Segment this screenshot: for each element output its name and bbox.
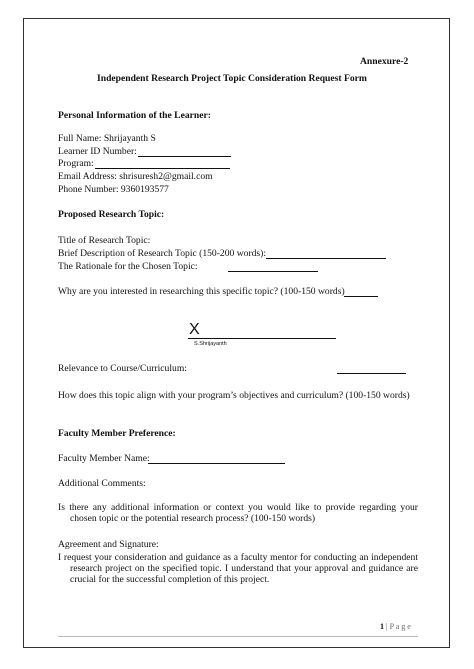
- signature-name: S.Shrijayanth: [194, 341, 227, 347]
- description-field[interactable]: [266, 258, 386, 259]
- phone-field: Phone Number: 9360193577: [58, 184, 169, 195]
- relevance-label: Relevance to Course/Curriculum:: [58, 363, 187, 374]
- personal-heading: Personal Information of the Learner:: [58, 110, 211, 121]
- relevance-question: How does this topic align with your program’s objectives and curriculum? (100-150 words): [58, 390, 410, 401]
- signature-line[interactable]: [188, 338, 336, 339]
- email-field: Email Address: shrisuresh2@gmail.com: [58, 171, 213, 182]
- full-name-field: Full Name: Shrijayanth S: [58, 133, 156, 144]
- form-title: Independent Research Project Topic Consideration Request Form: [97, 73, 367, 84]
- page-label: | P a g e: [386, 622, 411, 631]
- topic-heading: Proposed Research Topic:: [58, 209, 165, 220]
- why-question: Why are you interested in researching this specific topic? (100-150 words): [58, 286, 345, 297]
- annexure-label: Annexure-2: [360, 56, 409, 67]
- faculty-heading: Faculty Member Preference:: [58, 428, 176, 439]
- learner-id-label: Learner ID Number:: [58, 146, 137, 157]
- footer-page-number: [380, 621, 411, 632]
- page-number: 1: [380, 622, 384, 631]
- faculty-name-field[interactable]: [148, 463, 285, 464]
- additional-comments-label: Additional Comments:: [58, 478, 146, 489]
- learner-id-field[interactable]: [138, 156, 231, 157]
- footer-rule: [58, 636, 418, 637]
- signature-mark: X: [189, 321, 200, 338]
- title-label: Title of Research Topic:: [58, 235, 151, 246]
- agreement-label: Agreement and Signature:: [58, 539, 159, 550]
- program-label: Program:: [58, 158, 94, 169]
- description-label: Brief Description of Research Topic (150-200 words):: [58, 248, 267, 259]
- faculty-name-label: Faculty Member Name:: [58, 453, 150, 464]
- rationale-label: The Rationale for the Chosen Topic:: [58, 261, 198, 272]
- why-answer-field[interactable]: [344, 296, 378, 297]
- agreement-text: I request your consideration and guidance as a faculty mentor for conducting an independent research project on the specified topic. I understand that your approval and guidance are crucial for the successful completion of this project.: [58, 552, 418, 585]
- relevance-field[interactable]: [337, 373, 406, 374]
- program-field[interactable]: [95, 168, 230, 169]
- additional-question: Is there any additional information or context you would like to provide regarding your chosen topic or the potential research process? (100-150 words): [58, 502, 418, 524]
- rationale-field[interactable]: [228, 271, 318, 272]
